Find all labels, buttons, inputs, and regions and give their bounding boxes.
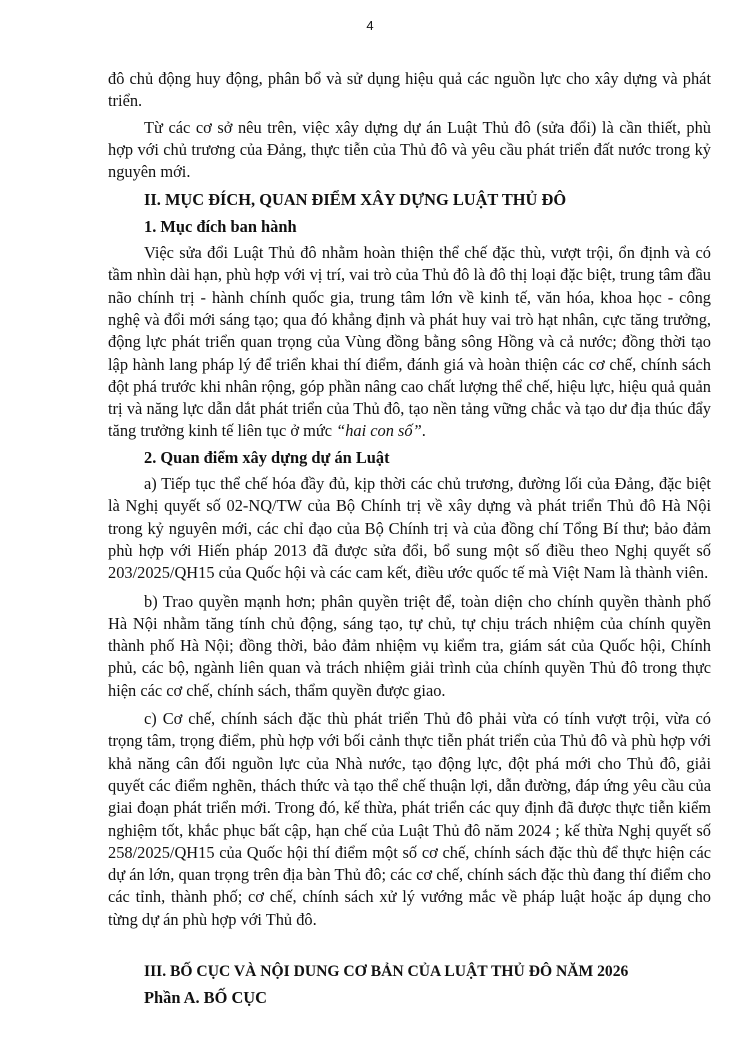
purpose-end: . — [421, 421, 426, 441]
section-ii-heading: II. MỤC ĐÍCH, QUAN ĐIỂM XÂY DỰNG LUẬT THỦ ĐÔ — [144, 190, 567, 210]
double-digit-phrase: “hai con số” — [336, 421, 422, 441]
page-number: 4 — [366, 18, 374, 33]
viewpoint-paragraph-a: a) Tiếp tục thể chế hóa đầy đủ, kịp thời các chủ trương, đường lối của Đảng, đặc biệt là Nghị quyết số 02-NQ/TW của Bộ Chính trị về xây dựng và phát triển Thủ đô Hà Nội trong kỷ nguyên mới, các chỉ đạo của Bộ Chính trị và của đồng chí Tổng Bí thư; bảo đảm phù hợp với Hiến pháp 2013 đã được sửa đổi, bổ sung một số điều theo Nghị quyết số 203/2025/QH15 của Quốc hội và các cam kết, điều ước quốc tế mà Việt Nam là thành viên. — [108, 474, 711, 583]
continuation-paragraph: đô chủ động huy động, phân bổ và sử dụng hiệu quả các nguồn lực cho xây dựng và phát triển. — [108, 69, 711, 111]
purpose-heading: 1. Mục đích ban hành — [144, 216, 297, 236]
document-body — [108, 68, 711, 1010]
viewpoint-heading: 2. Quan điểm xây dựng dự án Luật — [144, 447, 390, 467]
viewpoint-paragraph-c: c) Cơ chế, chính sách đặc thù phát triển Thủ đô phải vừa có tính vượt trội, vừa có trọng tâm, trọng điểm, phù hợp với bối cảnh thực tiễn phát triển của Thủ đô và phù hợp với khả năng cân đối nguồn lực của Nhà nước, tạo động lực, đột phá mới cho Thủ đô, giải quyết các điểm nghẽn, thách thức và tạo thể chế thuận lợi, dẫn đường, đáp ứng yêu cầu của giai đoạn phát triển mới. Trong đó, kế thừa, phát triển các quy định đã được thực tiễn kiểm nghiệm tốt, khắc phục bất cập, hạn chế của Luật Thủ đô năm 2024 ; kế thừa Nghị quyết số 258/2025/QH15 của Quốc hội thí điểm một số cơ chế, chính sách đặc thù để thực hiện các dự án lớn, quan trọng trên địa bàn Thủ đô; các cơ chế, chính sách đặc thù đang thí điểm cho các tỉnh, thành phố; cơ chế, chính sách xử lý vướng mắc về pháp luật hoặc áp dụng cho từng dự án phù hợp với Thủ đô. — [108, 709, 711, 929]
viewpoint-paragraph-b: b) Trao quyền mạnh hơn; phân quyền triệt để, toàn diện cho chính quyền thành phố Hà Nội nhằm tăng tính chủ động, sáng tạo, tự chủ, tự chịu trách nhiệm của chính quyền thành phố Hà Nội; đồng thời, bảo đảm nhiệm vụ kiểm tra, giám sát của Quốc hội, Chính phủ, các bộ, ngành liên quan và trách nhiệm giải trình của chính quyền Thủ đô trong thực hiện các cơ chế, chính sách, thẩm quyền được giao. — [108, 591, 711, 700]
part-a-heading: Phần A. BỐ CỤC — [144, 988, 267, 1008]
purpose-text: Việc sửa đổi Luật Thủ đô nhằm hoàn thiện thể chế đặc thù, vượt trội, ổn định và có tầm nhìn dài hạn, phù hợp với vị trí, vai trò của Thủ đô là đô thị loại đặc biệt, trung tâm đầu não chính trị - hành chính quốc gia, trung tâm lớn về kinh tế, văn hóa, khoa học - công nghệ và đổi mới sáng tạo; qua đó khẳng định và phát huy vai trò hạt nhân, cực tăng trưởng, động lực phát triển quan trọng của Vùng đồng bằng sông Hồng và cả nước; đồng thời tạo lập hành lang pháp lý để triển khai thí điểm, đánh giá và hoàn thiện các cơ chế, chính sách đột phá trước khi nhân rộng, góp phần nâng cao chất lượng thể chế, hiệu lực, hiệu quả quản trị và năng lực dẫn dắt phát triển của Thủ đô, tạo nền tảng vững chắc và tạo dư địa thúc đẩy tăng trưởng kinh tế liên tục ở mức — [108, 243, 711, 441]
section-iii-heading: III. BỐ CỤC VÀ NỘI DUNG CƠ BẢN CỦA LUẬT THỦ ĐÔ NĂM 2026 — [144, 962, 629, 980]
conclusion-paragraph: Từ các cơ sở nêu trên, việc xây dựng dự án Luật Thủ đô (sửa đổi) là cần thiết, phù hợp với chủ trương của Đảng, thực tiễn của Thủ đô và yêu cầu phát triển đất nước trong kỷ nguyên mới. — [108, 117, 711, 182]
purpose-paragraph — [108, 242, 711, 443]
